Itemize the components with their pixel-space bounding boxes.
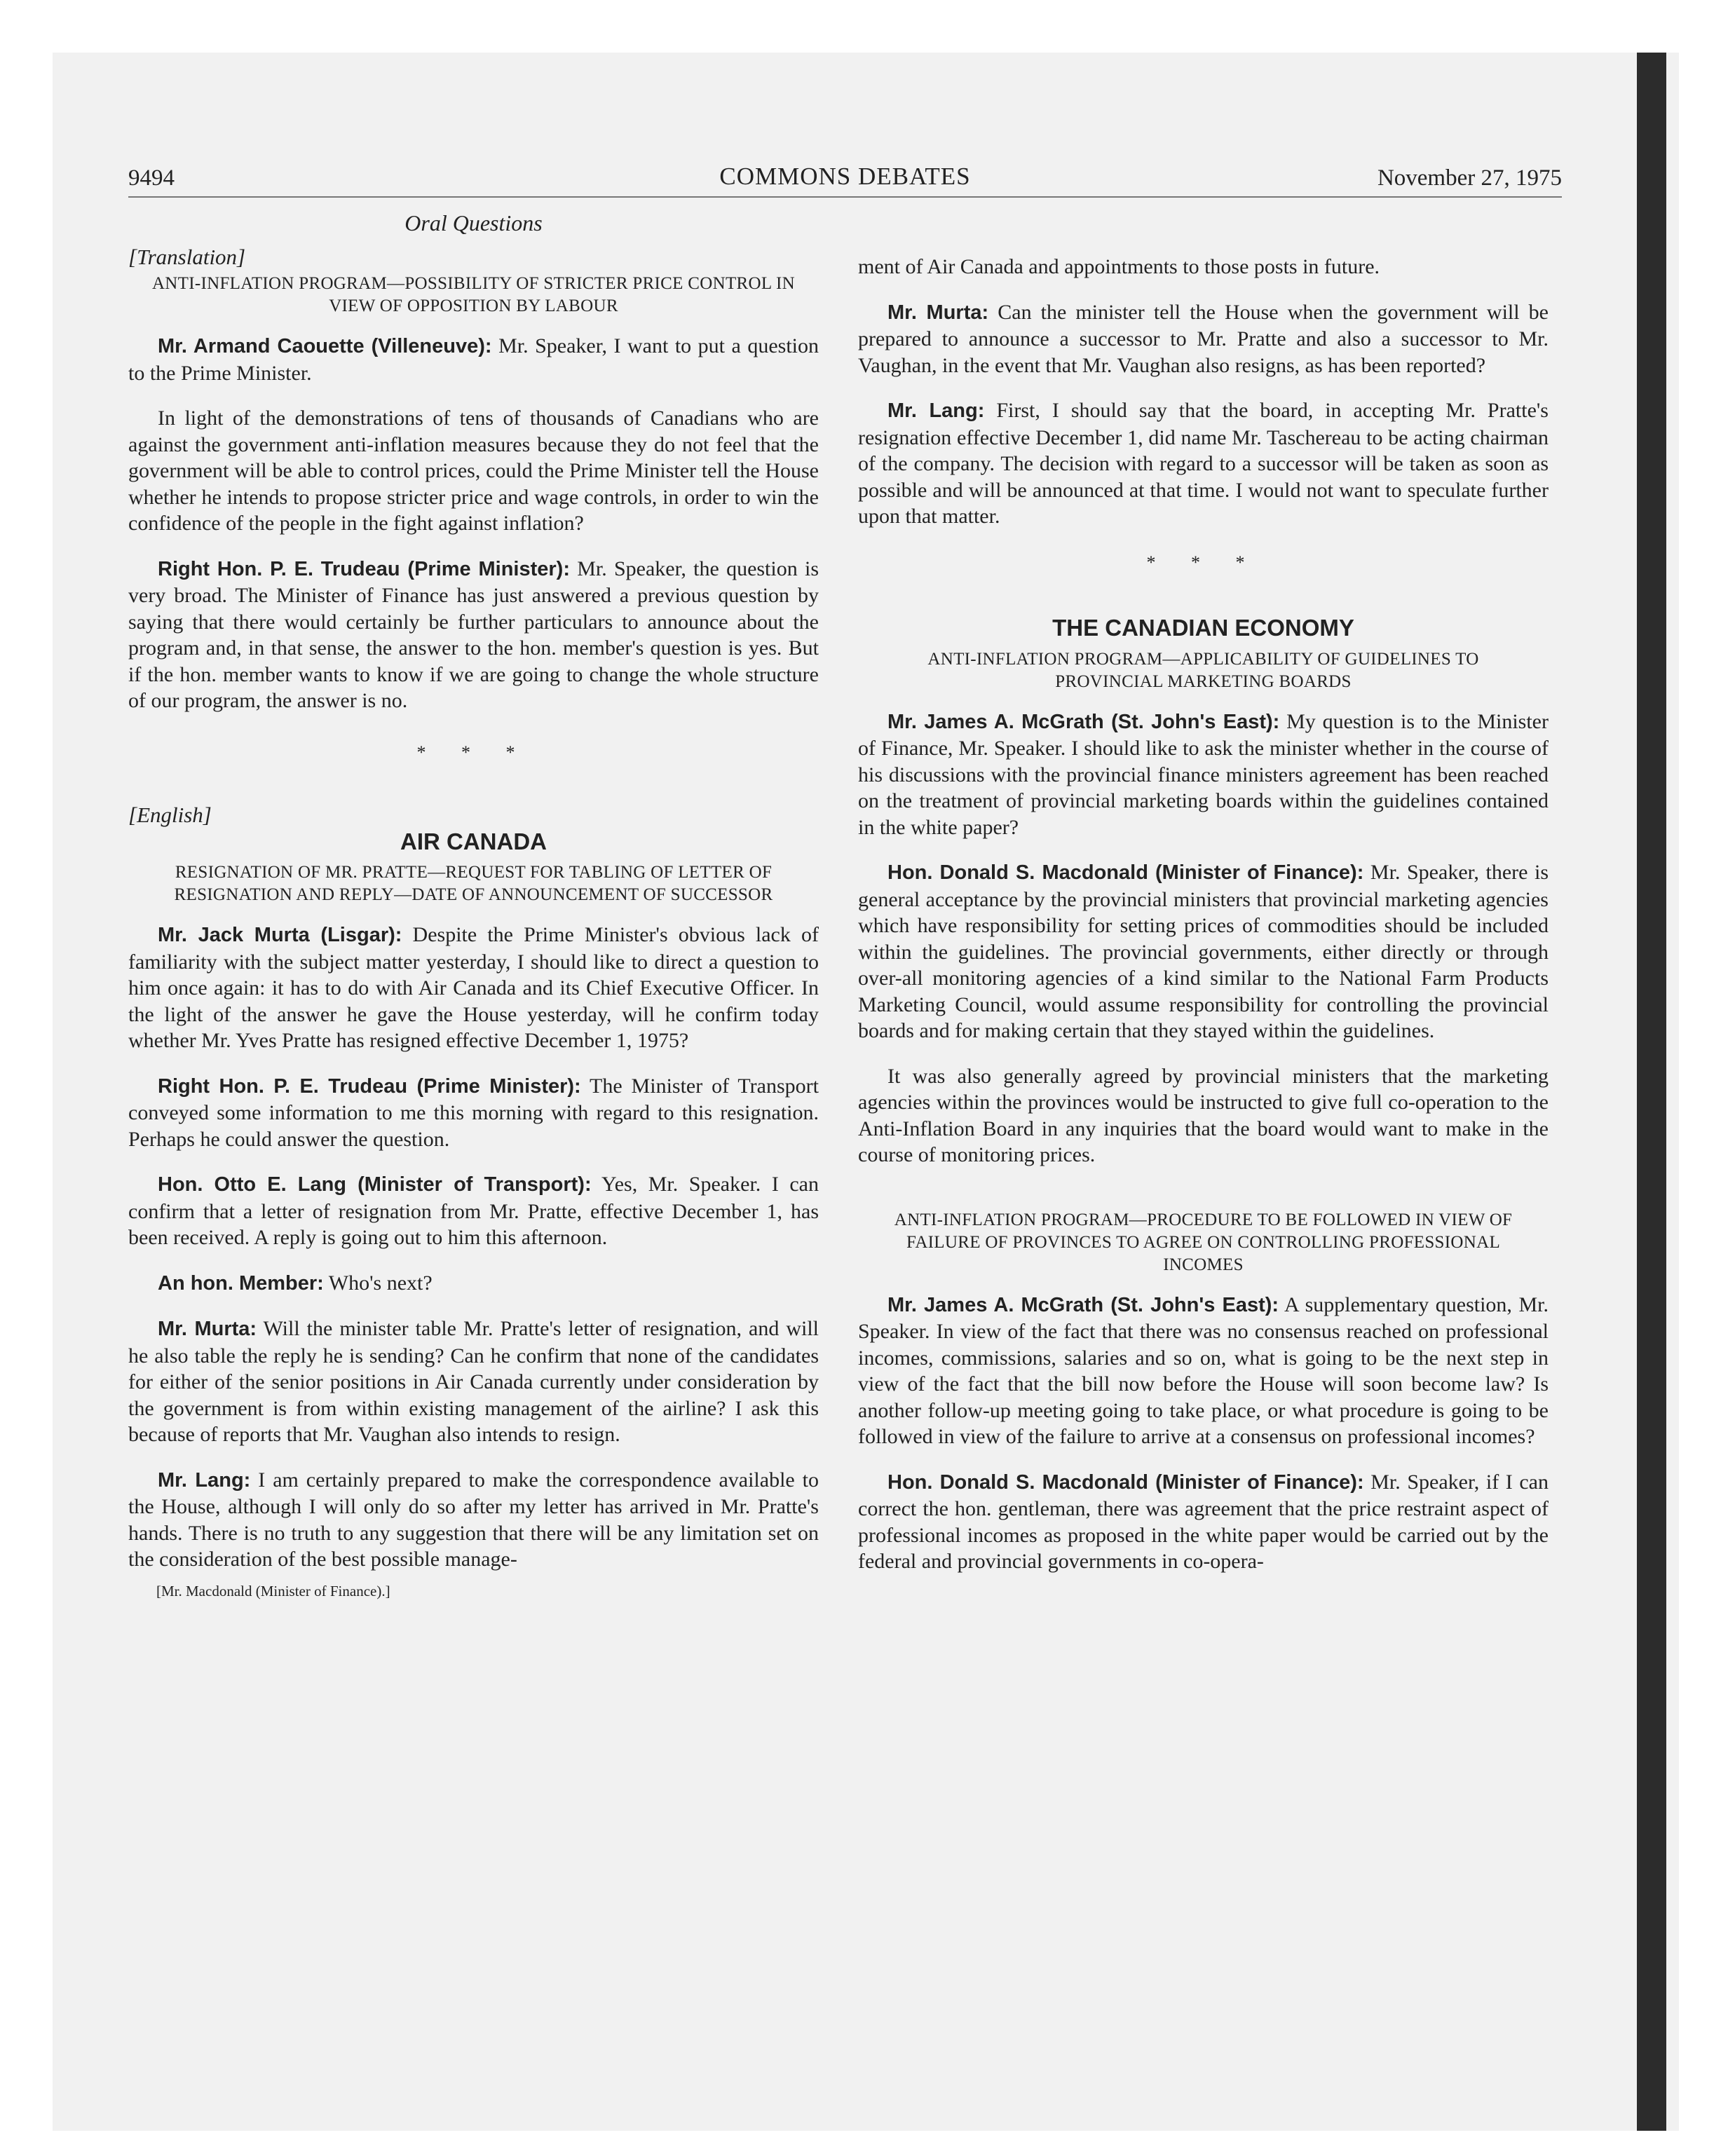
speech-paragraph — [128, 405, 819, 537]
speech-text: A supplementary question, Mr. Speaker. In view of the fact that there was no consensus reached on professional incomes, commissions, salaries and so on, what is going to be the next step in view of the fact that the bill now before the House will soon become law? Is another follow-up meeting going to take place, or what procedure is going to be followed in view of the failure to arrive at a consensus on professional incomes? — [858, 1292, 1549, 1448]
section-heading: AIR CANADA — [400, 828, 547, 854]
section-separator: * * * — [1146, 552, 1260, 573]
speech-text: In light of the demonstrations of tens of thousands of Canadians who are against the government anti-inflation measures because they do not feel that the government will be able to control prices, could the Prime Minister tell the House whether he intends to propose stricter price and wage controls, in order to win the confidence of the people in the fight against inflation? — [128, 407, 819, 535]
language-marker: [English] — [128, 803, 212, 827]
speech-text: Will the minister table Mr. Pratte's letter of resignation, and will he also table the reply he is sending? Can he confirm that none of the candidates for either of the senior positions in Air Canada currently under consideration by the government is from within existing management of the airline? I ask this because of reports that Mr. Vaughan also intends to resign. — [128, 1317, 819, 1446]
publication-title: COMMONS DEBATES — [719, 163, 971, 190]
speaker-name: Hon. Otto E. Lang (Minister of Transport): — [158, 1173, 592, 1196]
speaker-name: Mr. Armand Caouette (Villeneuve): — [158, 335, 492, 357]
speech-text: I am certainly prepared to make the correspondence available to the House, although I will only do so after my letter has arrived in Mr. Pratte's hands. There is no truth to any suggestion that there will be any limitation set on the consideration of the best possible manage- — [128, 1468, 819, 1571]
speech-text: Mr. Speaker, the question is very broad. The Minister of Finance has just answered a previous question by saying that there would certainly be further particulars to announce about the program and, in that sense, the answer to the hon. member's question is yes. But if the hon. member wants to know if we are going to change the whole structure of our program, the answer is no. — [128, 557, 819, 712]
page-number: 9494 — [128, 165, 175, 191]
speech-paragraph — [858, 1469, 1549, 1575]
section-separator: * * * — [416, 742, 531, 763]
speaker-name: An hon. Member: — [158, 1271, 324, 1295]
speech-text: Despite the Prime Minister's obvious lack of familiarity with the subject matter yesterday, I should like to direct a question to him once again: it has to do with Air Canada and its Chief Executive Officer. In the light of the answer he gave the House yesterday, will he confirm today whether Mr. Yves Pratte has resigned effective December 1, 1975? — [128, 923, 819, 1052]
speech-text: Who's next? — [323, 1271, 433, 1295]
speech-paragraph — [128, 1270, 819, 1297]
speech-text: Mr. Speaker, I want to put a question to the Prime Minister. — [128, 334, 819, 385]
speaker-name: Right Hon. P. E. Trudeau (Prime Minister): — [158, 557, 570, 580]
speaker-name: Mr. Jack Murta (Lisgar): — [158, 924, 402, 946]
left-column — [128, 210, 819, 1604]
speaker-name: Mr. James A. McGrath (St. John's East): — [887, 1293, 1279, 1316]
language-marker: [Translation] — [128, 244, 246, 269]
speech-paragraph — [128, 1316, 819, 1448]
speech-paragraph — [858, 1292, 1549, 1450]
speech-paragraph — [128, 556, 819, 714]
speech-text: The Minister of Transport conveyed some information to me this morning with regard to this resignation. Perhaps he could answer the question. — [128, 1074, 819, 1151]
page-date: November 27, 1975 — [1377, 165, 1562, 191]
section-heading: THE CANADIAN ECONOMY — [1052, 615, 1354, 641]
speech-text: Mr. Speaker, if I can correct the hon. gentleman, there was agreement that the price restraint aspect of professional incomes as proposed in the white paper would be carried out by the federal and provincial governments in co-opera- — [858, 1470, 1549, 1573]
speech-paragraph — [858, 709, 1549, 841]
speaker-name: Mr. Murta: — [158, 1318, 257, 1340]
speaker-name: Hon. Donald S. Macdonald (Minister of Finance): — [887, 861, 1364, 884]
speech-text: Yes, Mr. Speaker. I can confirm that a letter of resignation from Mr. Pratte, effective December 1, has been received. A reply is going out to him this afternoon. — [128, 1173, 819, 1249]
subheading: RESIGNATION OF MR. PRATTE—REQUEST FOR TABLING OF LETTER OF RESIGNATION AND REPLY—DATE OF ANNOUNCEMENT OF SUCCESSOR — [174, 863, 773, 904]
footnote: [Mr. Macdonald (Minister of Finance).] — [156, 1582, 390, 1599]
speech-paragraph — [128, 1467, 819, 1573]
speech-paragraph — [858, 1063, 1549, 1168]
speaker-name: Mr. Lang: — [158, 1468, 251, 1492]
running-head: Oral Questions — [404, 210, 543, 236]
speech-paragraph — [858, 254, 1549, 280]
speaker-name: Hon. Donald S. Macdonald (Minister of Finance): — [887, 1471, 1364, 1494]
speech-paragraph — [128, 922, 819, 1054]
speech-text: It was also generally agreed by provincial ministers that the marketing agencies within the provinces would be instructed to give full co-operation to the Anti-Inflation Board in any inquiries that the board would want to make in the course of monitoring prices. — [858, 1064, 1549, 1166]
speech-paragraph — [128, 1171, 819, 1251]
speech-paragraph — [128, 1073, 819, 1153]
speaker-name: Mr. James A. McGrath (St. John's East): — [887, 710, 1280, 733]
speech-text: Mr. Speaker, there is general acceptance by the provincial ministers that provincial marketing agencies which have responsibility for setting prices of commodities should be included within the guidelines. The provincial governments, either directly or through over-all monitoring agencies of a kind similar to the National Farm Products Marketing Council, would assume responsibility for controlling the provincial boards and for making certain that they stayed within the guidelines. — [858, 861, 1549, 1042]
subheading: ANTI-INFLATION PROGRAM—PROCEDURE TO BE FOLLOWED IN VIEW OF FAILURE OF PROVINCES TO AGREE ON CONTROLLING PROFESSIONAL INCOMES — [894, 1210, 1513, 1274]
subheading: ANTI-INFLATION PROGRAM—APPLICABILITY OF GUIDELINES TO PROVINCIAL MARKETING BOARDS — [927, 649, 1479, 691]
page-header — [128, 163, 1562, 198]
speech-paragraph — [858, 397, 1549, 530]
subheading: ANTI-INFLATION PROGRAM—POSSIBILITY OF STRICTER PRICE CONTROL IN VIEW OF OPPOSITION BY LABOUR — [151, 274, 796, 315]
speech-paragraph — [858, 299, 1549, 379]
scan-edge-shadow — [1637, 53, 1666, 2131]
speech-text: First, I should say that the board, in accepting Mr. Pratte's resignation effective December 1, did name Mr. Taschereau to be acting chairman of the company. The decision with regard to a successor will be taken as soon as possible and will be announced at that time. I would not want to speculate further upon that matter. — [858, 399, 1549, 528]
speaker-name: Mr. Murta: — [887, 301, 989, 324]
speech-text: My question is to the Minister of Finance, Mr. Speaker. I should like to ask the minister whether in the course of his discussions with the provincial finance ministers agreement has been reached on the treatment of provincial marketing boards within the guidelines contained in the white paper? — [858, 709, 1549, 839]
speech-paragraph — [128, 333, 819, 386]
speech-text: ment of Air Canada and appointments to those posts in future. — [858, 255, 1380, 278]
speaker-name: Right Hon. P. E. Trudeau (Prime Minister): — [158, 1074, 581, 1098]
speaker-name: Mr. Lang: — [887, 400, 985, 422]
speech-text: Can the minister tell the House when the government will be prepared to announce a successor to Mr. Pratte and also a successor to Mr. Vaughan, in the event that Mr. Vaughan also resigns, as has been reported? — [858, 300, 1549, 377]
right-column — [858, 254, 1549, 1594]
speech-paragraph — [858, 859, 1549, 1044]
